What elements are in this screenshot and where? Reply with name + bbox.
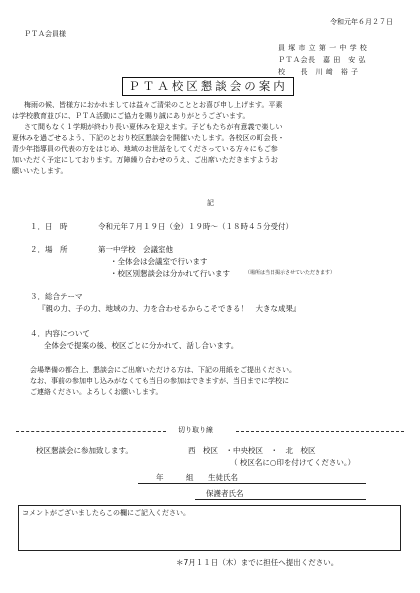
student-name-field[interactable] <box>138 472 366 484</box>
theme-value: 『親の力、子の力、地域の力、力を合わせるからこそできる！ 大きな成果』 <box>38 304 301 313</box>
pta-president: ＰＴＡ会長 嘉 田 安 弘 <box>278 56 366 64</box>
student-name-label: 生徒氏名 <box>208 473 238 482</box>
date-label: １．日 時 <box>30 222 68 231</box>
greeting-line: 夏休みを過ごせるよう、下記のとおり校区懇談会を開催いたします。各校区の町会長・ <box>12 134 285 142</box>
cut-line-right <box>236 431 404 432</box>
grade-label: 年 <box>156 473 164 482</box>
greeting-line: 加いただく予定にしております。万障繰り合わせのうえ、ご出席いただきますようお <box>12 156 278 164</box>
attend-statement: 校区懇談会に参加致します。 <box>36 446 133 455</box>
greeting-line: 願いいたします。 <box>12 167 68 175</box>
greeting-line: 青少年指導員の代表の方をはじめ、地域のお世話をしてくださっている方々にもご参 <box>12 145 278 153</box>
district-note: （ 校区名に○印を付けてください。） <box>230 458 356 467</box>
cut-line-label: 切り取り線 <box>178 426 213 434</box>
place-value: 第一中学校 会議室他 <box>98 245 173 254</box>
comment-box[interactable] <box>18 505 401 551</box>
cut-line-left <box>16 431 166 432</box>
greeting-line: は学校教育並びに、ＰＴＡ活動にご協力を賜り誠にありがとうございます。 <box>12 112 250 120</box>
content-value: 全体会で提案の後、校区ごとに分かれて、話し合います。 <box>44 341 239 350</box>
submission-deadline: ＊7月１１日（木）までに担任へ提出ください。 <box>176 558 339 567</box>
ki-heading: 記 <box>207 199 214 207</box>
greeting-paragraph <box>12 100 410 177</box>
place-sub-1: ・全体会は会議室で行います <box>110 257 208 266</box>
document-title: ＰＴＡ校区懇談会の案内 <box>122 77 294 96</box>
recipient: ＰＴＡ会員様 <box>24 30 66 38</box>
notice-line: なお、事前の参加申し込みがなくても当日の参加はできますが、当日までに学校に <box>30 377 289 385</box>
greeting-line: 梅雨の候、皆様方におかれましては益々ご清栄のこととお喜び申し上げます。平素 <box>24 101 283 109</box>
school-name: 員 塚 市 立 第 一 中 学 校 <box>278 44 368 52</box>
issue-date: 令和元年６月２７日 <box>330 18 393 26</box>
place-note: （場所は当日掲示させていただきます） <box>245 270 336 276</box>
principal: 校 長 川 﨑 裕 子 <box>278 68 359 76</box>
content-label: ４．内容について <box>30 329 90 338</box>
date-value: 令和元年７月１９日（金）１９時～（１８時４５分受付） <box>98 222 293 231</box>
notice-line: ご連絡ください。よろしくお願いします。 <box>30 388 163 396</box>
notice-line: 会場準備の都合上、懇談会にご出席いただける方は、下記の用紙をご提出ください。 <box>30 366 296 374</box>
place-label: ２．場 所 <box>30 245 68 254</box>
guardian-name-label: 保護者氏名 <box>206 489 244 498</box>
greeting-line: さて間もなく１学期が終わり長い夏休みを迎えます。子どもたちが有意義で楽しい <box>24 123 283 131</box>
place-sub-2: ・校区別懇談会は分かれて行います <box>110 269 230 278</box>
class-label: 組 <box>186 473 194 482</box>
comment-instruction: コメントがございましたらこの欄にご記入ください。 <box>22 509 190 517</box>
district-options[interactable]: 西 校区 ・中央校区 ・ 北 校区 <box>188 446 316 455</box>
theme-label: ３．総合テーマ <box>30 292 83 301</box>
notice-paragraph <box>30 365 410 398</box>
